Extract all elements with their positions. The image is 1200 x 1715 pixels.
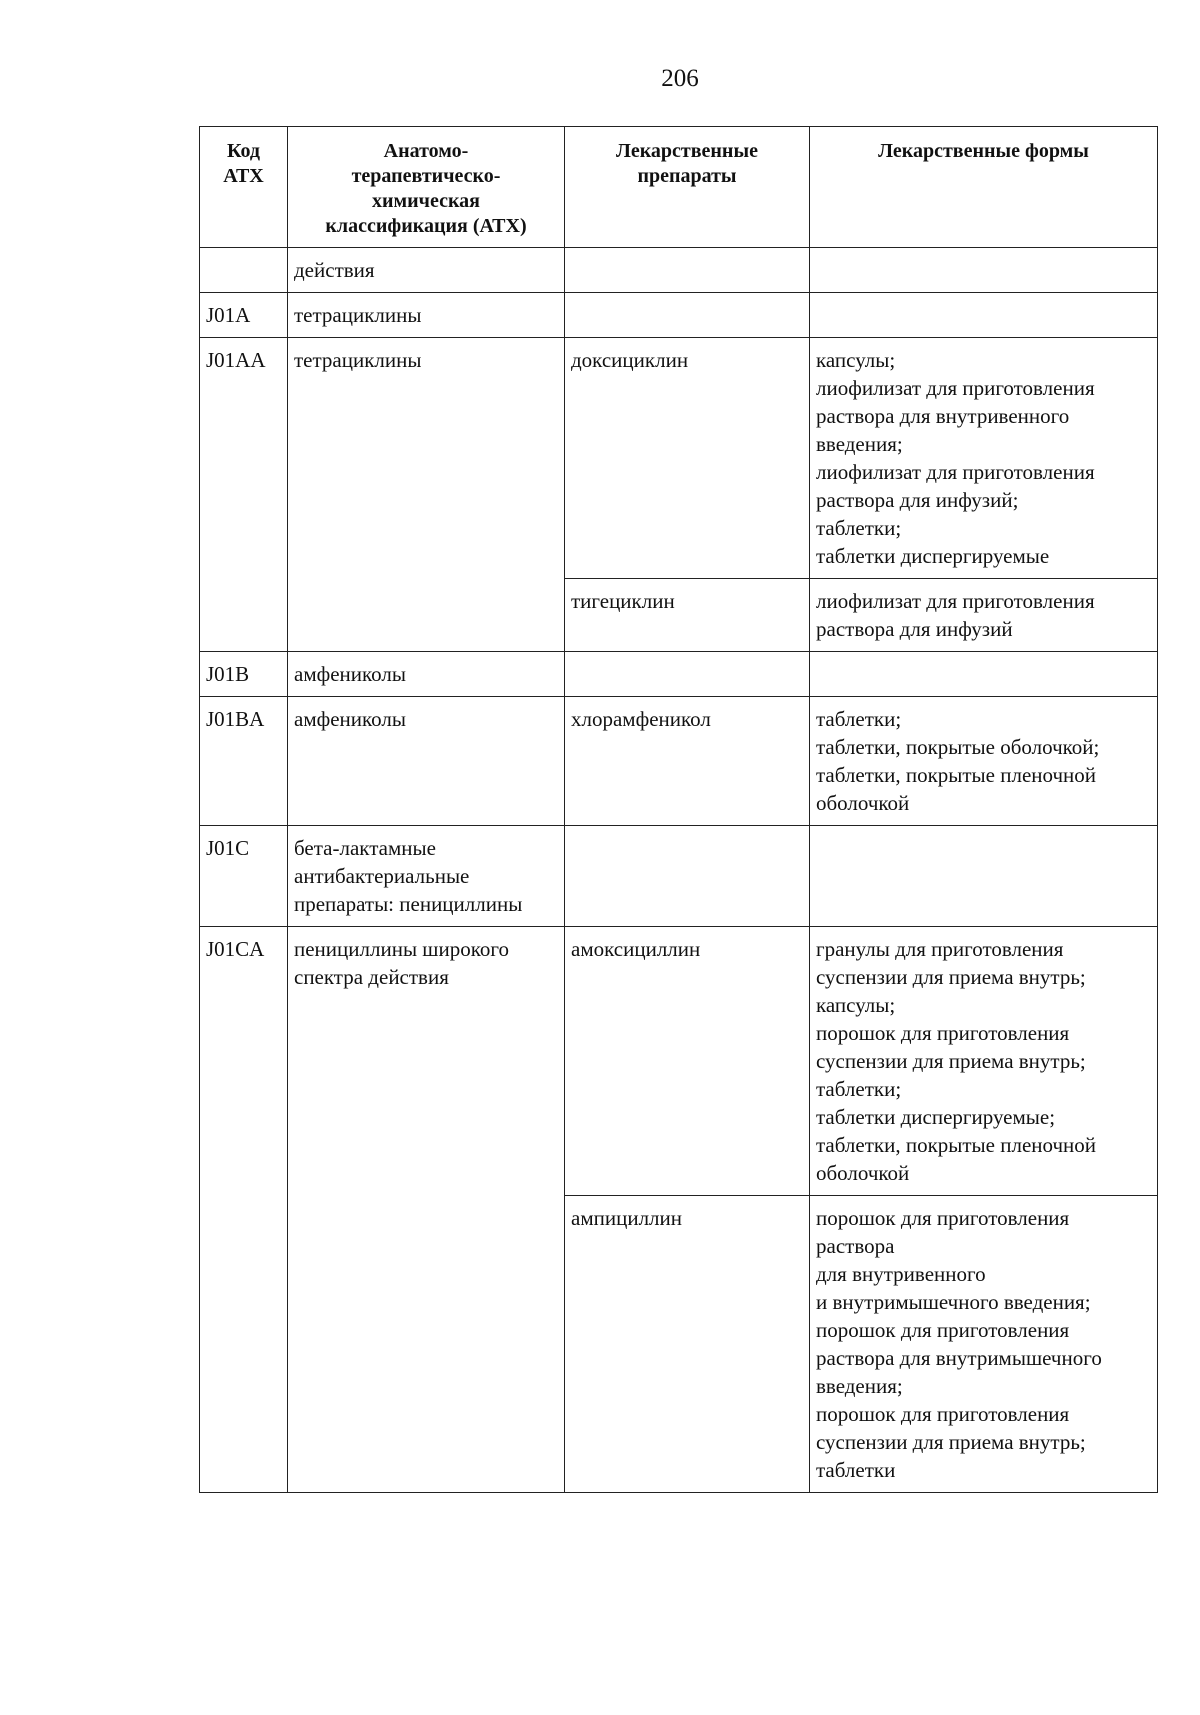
header-code: Код АТХ (200, 127, 288, 248)
cell-code: J01BA (200, 697, 288, 826)
cell-code: J01C (200, 826, 288, 927)
cell-code: J01CA (200, 927, 288, 1493)
table-row (200, 826, 1158, 927)
table-header-row (200, 127, 1158, 248)
table-row (200, 293, 1158, 338)
cell-drug: доксициклин (565, 338, 810, 579)
cell-atx: амфениколы (288, 652, 565, 697)
cell-forms: порошок для приготовления раствора для внутривенного и внутримышечного введения; порошок для приготовления раствора для внутримышечного введения; порошок для приготовления суспензии для приема внутрь; таблетки (810, 1196, 1158, 1493)
cell-drug (565, 293, 810, 338)
cell-atx: бета-лактамные антибактериальные препараты: пенициллины (288, 826, 565, 927)
cell-forms: капсулы; лиофилизат для приготовления раствора для внутривенного введения; лиофилизат для приготовления раствора для инфузий; таблетки; таблетки диспергируемые (810, 338, 1158, 579)
cell-forms (810, 293, 1158, 338)
cell-atx: действия (288, 248, 565, 293)
cell-atx: тетрациклины (288, 293, 565, 338)
table-row (200, 697, 1158, 826)
cell-atx: пенициллины широкого спектра действия (288, 927, 565, 1493)
cell-drug: тигециклин (565, 579, 810, 652)
atx-drug-table (199, 126, 1158, 1493)
header-atx-classification: Анатомо- терапевтическо- химическая классификация (АТХ) (288, 127, 565, 248)
cell-drug (565, 248, 810, 293)
cell-forms: гранулы для приготовления суспензии для приема внутрь; капсулы; порошок для приготовления суспензии для приема внутрь; таблетки; таблетки диспергируемые; таблетки, покрытые пленочной оболочкой (810, 927, 1158, 1196)
cell-drug: ампициллин (565, 1196, 810, 1493)
cell-code (200, 248, 288, 293)
cell-drug: амоксициллин (565, 927, 810, 1196)
table-row (200, 338, 1158, 579)
cell-forms (810, 248, 1158, 293)
cell-drug: хлорамфеникол (565, 697, 810, 826)
table-row (200, 652, 1158, 697)
cell-atx: амфениколы (288, 697, 565, 826)
header-drugs: Лекарственные препараты (565, 127, 810, 248)
cell-forms (810, 652, 1158, 697)
table-row (200, 927, 1158, 1196)
cell-atx: тетрациклины (288, 338, 565, 652)
cell-code: J01A (200, 293, 288, 338)
cell-forms: лиофилизат для приготовления раствора для инфузий (810, 579, 1158, 652)
cell-drug (565, 652, 810, 697)
cell-forms (810, 826, 1158, 927)
header-dosage-forms: Лекарственные формы (810, 127, 1158, 248)
cell-forms: таблетки; таблетки, покрытые оболочкой; таблетки, покрытые пленочной оболочкой (810, 697, 1158, 826)
cell-code: J01AA (200, 338, 288, 652)
cell-drug (565, 826, 810, 927)
cell-code: J01B (200, 652, 288, 697)
table-row (200, 248, 1158, 293)
page-number: 206 (661, 65, 699, 92)
